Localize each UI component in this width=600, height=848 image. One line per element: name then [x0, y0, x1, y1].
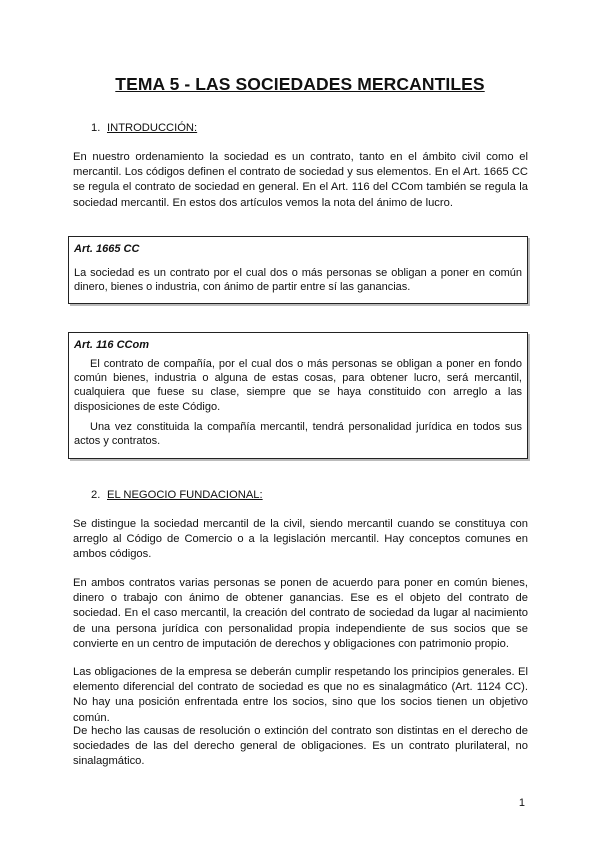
paragraph: En ambos contratos varias personas se ponen de acuerdo para poner en común bienes, dinero o trabajo con ánimo de obtener ganancias. Ese es el objeto del contrato de sociedad. En el caso mercantil, la creación del contrato de sociedad da lugar al nacimiento de una persona jurídica con personalidad propia independiente de sus socios que se convierte en un centro de imputación de derechos y obligaciones con patrimonio propio. — [73, 577, 528, 650]
paragraph: Las obligaciones de la empresa se deberán cumplir respetando los principios generales. El elemento diferencial del contrato de sociedad es que no es sinalagmático (Art. 1124 CC). No hay una posición enfrentada entre los socios, sino que los socios tienen un objetivo común. — [73, 666, 528, 724]
article-text: Una vez constituida la compañía mercantil, tendrá personalidad jurídica en todos sus actos y contratos. — [74, 420, 522, 448]
page-number: 1 — [518, 797, 525, 809]
section-number: 2. — [91, 489, 101, 501]
article-text: El contrato de compañía, por el cual dos o más personas se obligan a poner en fondo común bienes, industria o alguna de estas cosas, para obtener lucro, será mercantil, cualquiera que fuese su clase, siempre que se haya constituido con arreglo a las disposiciones de este Código. — [74, 358, 522, 413]
section-number: 1. — [91, 122, 101, 134]
article-box-1665-cc — [68, 236, 528, 304]
page-title: TEMA 5 - LAS SOCIEDADES MERCANTILES — [115, 74, 485, 94]
article-box-116-ccom — [68, 332, 528, 459]
article-reference: Art. 116 CCom — [74, 339, 149, 351]
section-heading-introduccion — [91, 122, 197, 134]
section-heading-negocio-fundacional — [91, 489, 263, 501]
section-heading-text: EL NEGOCIO FUNDACIONAL: — [107, 489, 263, 501]
section-heading-text: INTRODUCCIÓN: — [107, 122, 198, 134]
article-reference: Art. 1665 CC — [74, 243, 140, 255]
paragraph: De hecho las causas de resolución o extinción del contrato son distintas en el derecho de sociedades de las del derecho general de obligaciones. Es un contrato plurilateral, no sinalagmático. — [73, 725, 528, 768]
article-text: La sociedad es un contrato por el cual dos o más personas se obligan a poner en común dinero, bienes o industria, con ánimo de partir entre sí las ganancias. — [74, 267, 522, 294]
paragraph: Se distingue la sociedad mercantil de la civil, siendo mercantil cuando se constituya con arreglo al Código de Comercio o a la legislación mercantil. Hay conceptos comunes en ambos códigos. — [73, 518, 528, 561]
intro-paragraph: En nuestro ordenamiento la sociedad es un contrato, tanto en el ámbito civil como el mercantil. Los códigos definen el contrato de sociedad y sus elementos. En el Art. 1665 CC se regula el contrato de sociedad en general. En el Art. 116 del CCom también se regula la sociedad mercantil. En estos dos artículos vemos la nota del ánimo de lucro. — [73, 151, 528, 209]
